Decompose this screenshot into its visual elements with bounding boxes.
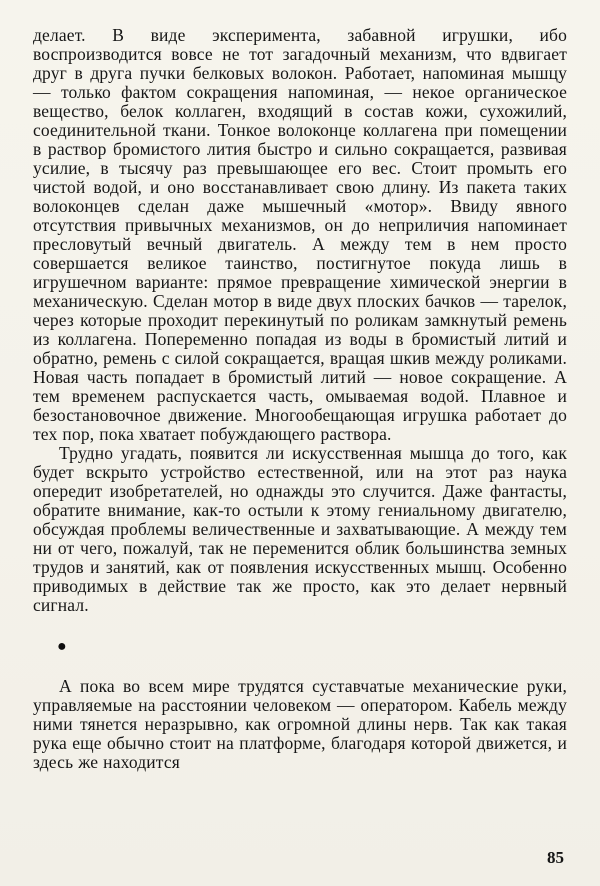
text-block — [33, 26, 567, 772]
paragraph: А пока во всем мире трудятся суставчатые механические руки, управляемые на расстоянии человеком — оператором. Кабель между ними тянется неразрывно, как огромной длины нерв. Так как такая рука еще обычно стоит на платформе, благодаря которой движется, и здесь же находится — [33, 676, 567, 772]
page-number: 85 — [547, 848, 564, 867]
paragraph-continuation: делает. В виде эксперимента, забавной игрушки, ибо воспроизводится вовсе не тот загадочный механизм, что вдвигает друг в друга пучки белковых волокон. Работает, напоминая мышцу — только фактом сокращения напоминая, — некое органическое вещество, белок коллаген, входящий в состав кожи, сухожилий, соединительной ткани. Тонкое волоконце коллагена при помещении в раствор бромистого лития быстро и сильно сокращается, развивая усилие, в тысячу раз превышающее его вес. Стоит промыть его чистой водой, и оно восстанавливает свою длину. Из пакета таких волоконцев сделан даже мышечный «мотор». Ввиду явного отсутствия привычных механизмов, он до неприличия напоминает пресловутый вечный двигатель. А между тем в нем просто совершается великое таинство, постигнутое покуда лишь в игрушечном варианте: прямое превращение химической энергии в механическую. Сделан мотор в виде двух плоских бачков — тарелок, через которые проходит перекинутый по роликам замкнутый ремень из коллагена. Попеременно попадая из воды в бромистый литий и обратно, ремень с силой сокращается, вращая шкив между роликами. Новая часть попадает в бромистый литий — новое сокращение. А тем временем распускается часть, омываемая водой. Плавное и безостановочное движение. Многообещающая игрушка работает до тех пор, пока хватает побуждающего раствора. — [33, 25, 567, 444]
bullet-separator-icon: ● — [57, 638, 67, 655]
paragraph: Трудно угадать, появится ли искусственная мышца до того, как будет вскрыто устройство естественной, или на этот раз наука опередит изобретателей, но однажды это случится. Даже фантасты, обратите внимание, как-то остыли к этому гениальному двигателю, обсуждая проблемы величественные и захватывающие. А между тем ни от чего, пожалуй, так не переменится облик большинства земных трудов и занятий, как от появления искусственных мышц. Особенно приводимых в действие так же просто, как это делает нервный сигнал. — [33, 443, 567, 615]
section-separator — [57, 637, 567, 657]
